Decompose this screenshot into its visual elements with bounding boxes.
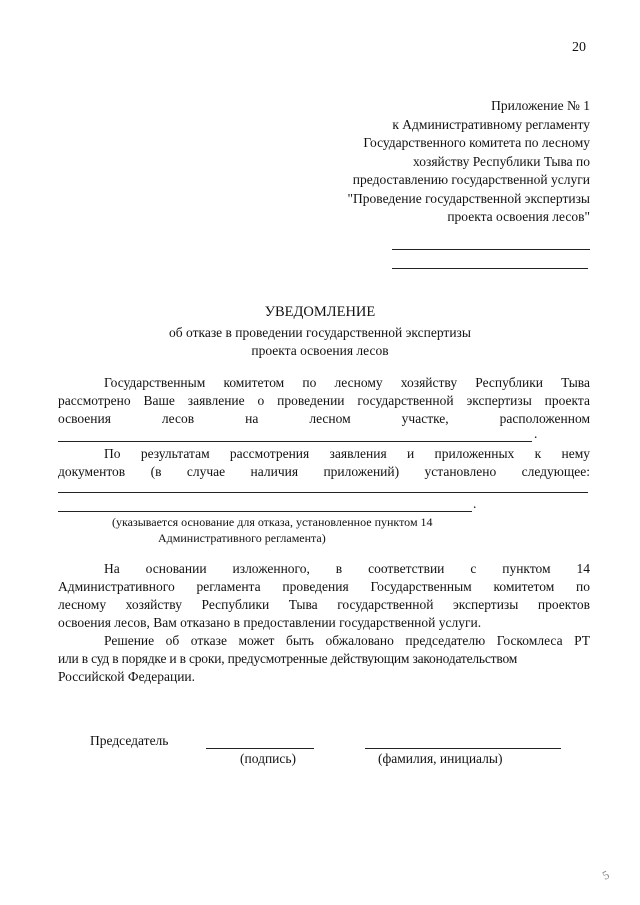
appendix-line: проекта освоения лесов" [447,209,590,224]
appendix-line: Государственного комитета по лесному [363,135,590,150]
paragraph-2-line-1: По результатам рассмотрения заявления и приложенных к нему [104,446,590,461]
paragraph-4-line-3: Российской Федерации. [58,669,196,684]
corner-handwritten-mark: 5 [600,867,612,883]
paragraph-1-line-1: Государственным комитетом по лесному хозяйству Республики Тыва [104,375,590,390]
paragraph-1-end: . [534,426,538,441]
reason-blank-line-2 [58,511,472,512]
name-caption: (фамилия, инициалы) [378,751,503,766]
paragraph-3-line-4: освоения лесов, Вам отказано в предоставлении государственной услуги. [58,615,482,630]
paragraph-2-end: . [473,496,477,511]
reason-note-line-1: (указывается основание для отказа, установленное пунктом 14 [112,515,433,529]
appendix-line: Приложение № 1 [491,98,590,113]
notice-subtitle-1: об отказе в проведении государственной экспертизы [169,325,471,340]
signature-line [206,748,314,749]
addressee-line-1 [392,249,590,250]
location-blank-line [58,441,532,442]
appendix-line: хозяйству Республики Тыва по [413,153,590,169]
paragraph-3-line-3: лесному хозяйству Республики Тыва государственной экспертизы проектов [58,597,590,612]
reason-note-line-2: Административного регламента) [158,531,326,545]
paragraph-2-line-2: документов (в случае наличия приложений) установлено следующее: [58,464,590,479]
notice-title: УВЕДОМЛЕНИЕ [264,304,376,320]
page-number: 20 [572,40,586,55]
appendix-line: к Административному регламенту [392,116,590,132]
chairman-label: Председатель [90,733,169,748]
name-line [365,748,561,749]
addressee-line-2 [392,268,588,269]
appendix-header [290,97,590,227]
reason-blank-line-1 [58,492,588,493]
paragraph-4-line-1: Решение об отказе может быть обжаловано председателю Госкомлеса РТ [104,633,590,648]
appendix-line: "Проведение государственной экспертизы [347,190,590,206]
paragraph-1-line-3: освоения лесов на лесном участке, расположенном [58,411,590,426]
paragraph-1-line-2: рассмотрено Ваше заявление о проведении государственной экспертизы проекта [58,393,590,408]
paragraph-3-line-2: Административного регламента проведения Государственным комитетом по [58,579,590,594]
notice-subtitle-2: проекта освоения лесов [251,343,389,358]
paragraph-3-line-1: На основании изложенного, в соответствии с пунктом 14 [104,561,590,576]
paragraph-4-line-2: или в суд в порядке и в сроки, предусмотренные действующим законодательством [58,651,518,666]
signature-caption: (подпись) [240,751,297,766]
appendix-line: предоставлению государственной услуги [352,172,590,187]
